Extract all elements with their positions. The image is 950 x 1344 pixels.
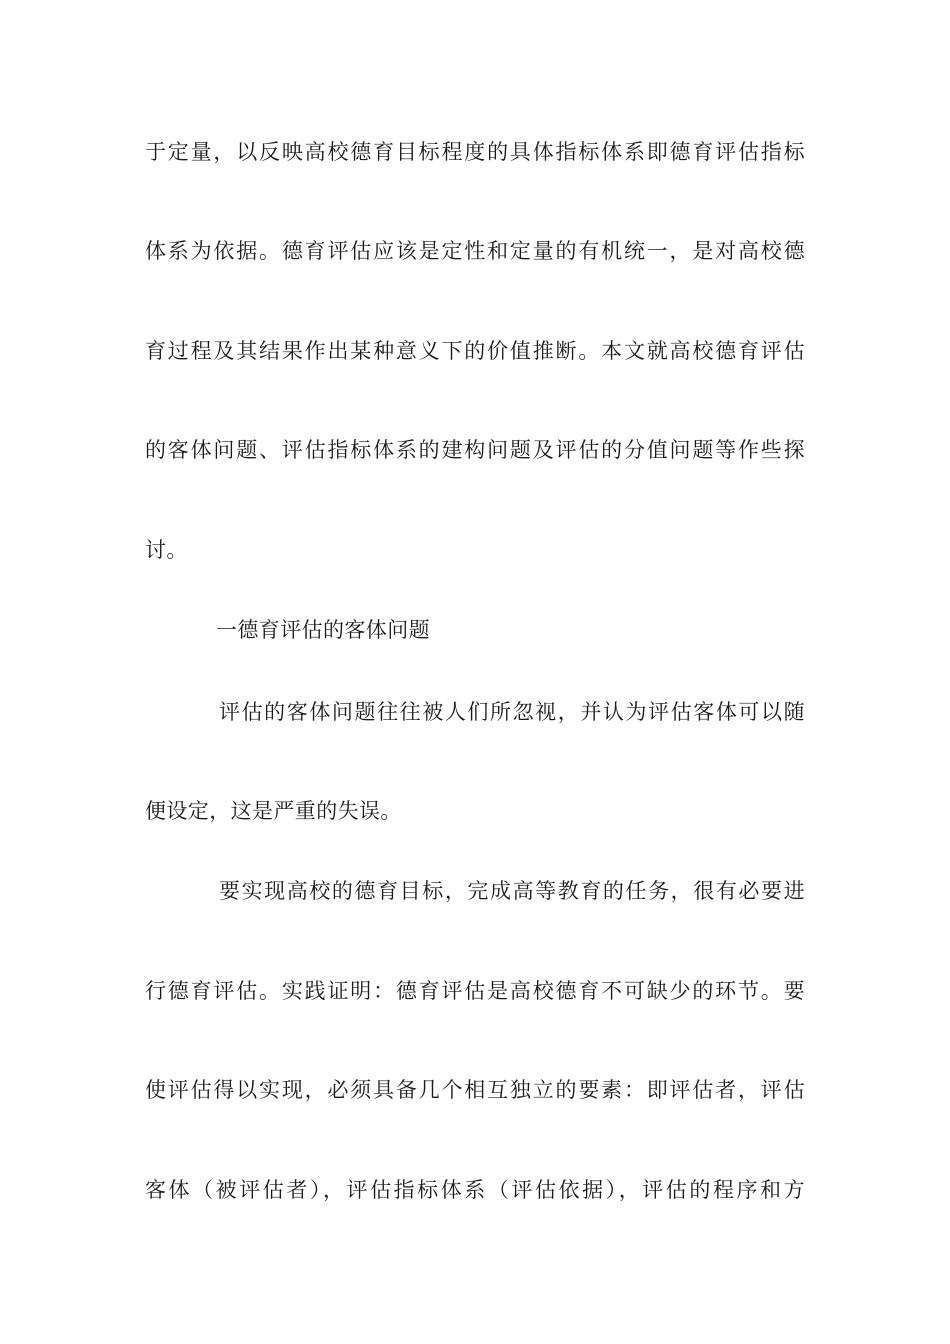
paragraph-line: 要实现高校的德育目标，完成高等教育的任务，很有必要进: [219, 879, 805, 903]
paragraph-line: 行德育评估。实践证明：德育评估是高校德育不可缺少的环节。要: [145, 979, 805, 1003]
paragraph-line: 于定量，以反映高校德育目标程度的具体指标体系即德育评估指标: [145, 140, 805, 164]
paragraph-line: 的客体问题、评估指标体系的建构问题及评估的分值问题等作些探: [145, 438, 805, 462]
paragraph-line: 体系为依据。德育评估应该是定性和定量的有机统一，是对高校德: [145, 239, 805, 263]
paragraph-line: 讨。: [145, 538, 188, 562]
paragraph-line: 便设定，这是严重的失误。: [145, 799, 402, 823]
paragraph-line: 使评估得以实现，必须具备几个相互独立的要素：即评估者，评估: [145, 1078, 805, 1102]
paragraph-line: 客体（被评估者），评估指标体系（评估依据），评估的程序和方: [145, 1178, 805, 1202]
section-heading: 一德育评估的客体问题: [216, 618, 430, 642]
paragraph-line: 评估的客体问题往往被人们所忽视，并认为评估客体可以随: [219, 700, 805, 724]
paragraph-line: 育过程及其结果作出某种意义下的价值推断。本文就高校德育评估: [145, 339, 805, 363]
